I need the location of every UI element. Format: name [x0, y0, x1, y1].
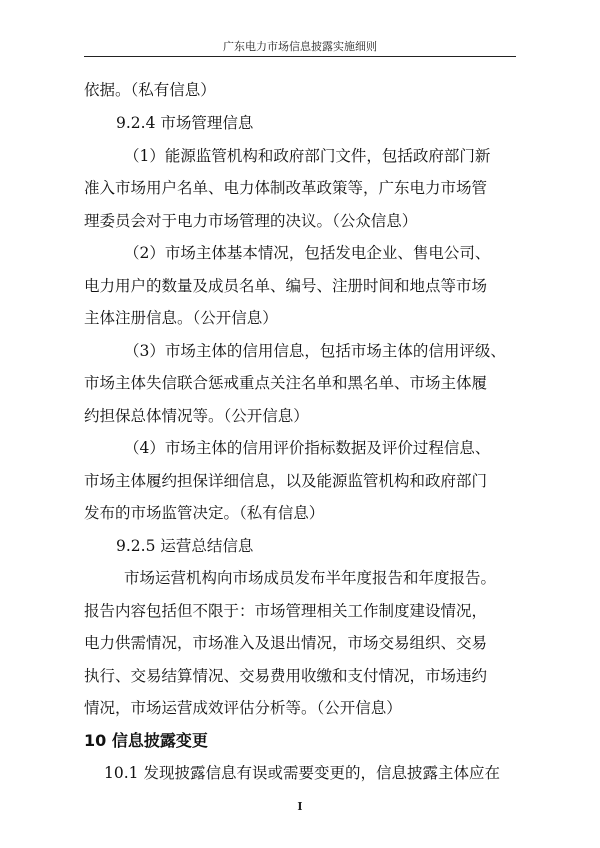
text-line: 报告内容包括但不限于：市场管理相关工作制度建设情况， [84, 602, 488, 620]
text-line: 情况，市场运营成效评估分析等。（公开信息） [84, 699, 402, 717]
text-line: （3）市场主体的信用信息，包括市场主体的信用评级、 [124, 342, 506, 360]
running-header: 广东电力市场信息披露实施细则 [84, 38, 516, 57]
page-number: I [297, 800, 303, 813]
text-line: 电力用户的数量及成员名单、编号、注册时间和地点等市场 [84, 277, 488, 295]
text-line: （4）市场主体的信用评价指标数据及评价过程信息、 [124, 439, 491, 457]
text-line: （1）能源监管机构和政府部门文件，包括政府部门新 [124, 147, 491, 165]
text-line: 电力供需情况，市场准入及退出情况，市场交易组织、交易 [84, 634, 488, 652]
subsection-heading: 9.2.5 运营总结信息 [116, 537, 254, 555]
text-line: 执行、交易结算情况、交易费用收缴和支付情况，市场违约 [84, 667, 488, 685]
text-line: 依据。（私有信息） [84, 81, 216, 99]
text-line: （2）市场主体基本情况，包括发电企业、售电公司、 [124, 244, 491, 262]
text-line: 约担保总体情况等。（公开信息） [84, 407, 309, 425]
text-line: 市场主体履约担保详细信息，以及能源监管机构和政府部门 [84, 472, 488, 490]
section-heading: 10 信息披露变更 [84, 731, 208, 750]
subsection-heading: 9.2.4 市场管理信息 [116, 114, 254, 132]
text-line: 10.1 发现披露信息有误或需要变更的，信息披露主体应在 [104, 764, 500, 782]
text-line: 准入市场用户名单、电力体制改革政策等，广东电力市场管 [84, 179, 488, 197]
text-line: 市场主体失信联合惩戒重点关注名单和黑名单、市场主体履 [84, 374, 488, 392]
text-line: 市场运营机构向市场成员发布半年度报告和年度报告。 [124, 569, 497, 587]
text-line: 主体注册信息。（公开信息） [84, 309, 278, 327]
text-line: 发布的市场监管决定。（私有信息） [84, 504, 325, 522]
text-line: 理委员会对于电力市场管理的决议。（公众信息） [84, 212, 418, 230]
